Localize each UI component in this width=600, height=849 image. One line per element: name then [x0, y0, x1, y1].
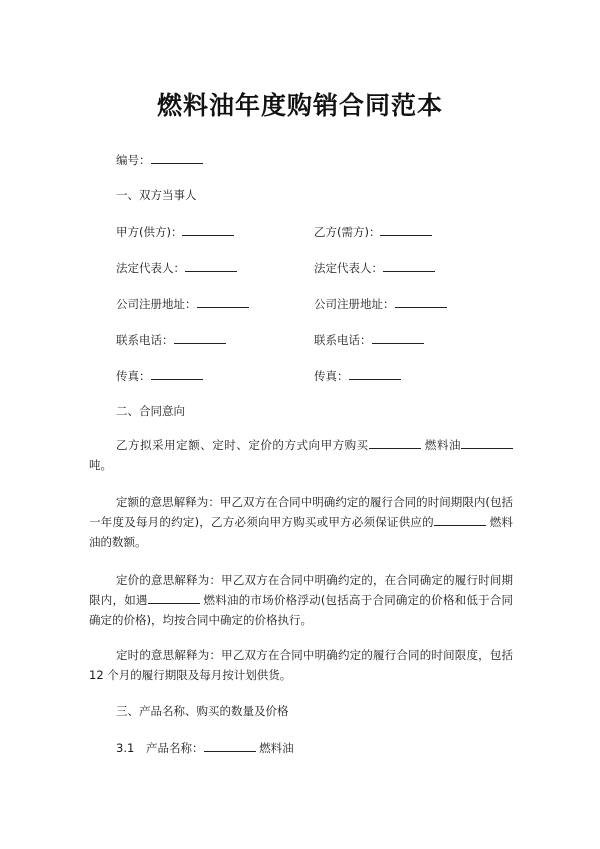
- contract-number: [116, 151, 203, 168]
- contract-number-label: 编号：: [116, 153, 151, 167]
- p2-text-b: 燃料油的数额。: [89, 515, 514, 549]
- legal-rep-label-a: 法定代表人：: [116, 261, 185, 275]
- party-b-address: [314, 295, 447, 312]
- fax-label-a: 传真：: [116, 369, 151, 383]
- paragraph-time-definition: [89, 645, 513, 685]
- paragraph-purchase-intent: [89, 435, 513, 475]
- item-3-1-value: 燃料油: [255, 741, 294, 755]
- party-a-legal-rep: [116, 259, 237, 276]
- phone-blank-b: [372, 331, 424, 344]
- p4-text: 定时的意思解释为：甲乙双方在合同中明确约定的履行合同的时间限度，包括 12 个月的履行期限及每月按计划供货。: [89, 648, 513, 682]
- party-b-blank: [380, 223, 432, 236]
- legal-rep-label-b: 法定代表人：: [314, 261, 383, 275]
- phone-blank-a: [174, 331, 226, 344]
- address-blank-a: [197, 295, 249, 308]
- p2-blank: [434, 513, 486, 526]
- fax-label-b: 传真：: [314, 369, 349, 383]
- party-b-label: 乙方(需方)：: [314, 225, 381, 239]
- address-label-a: 公司注册地址：: [116, 297, 197, 311]
- p1-text-c: 吨。: [89, 458, 112, 472]
- p1-blank-2: [461, 436, 513, 449]
- phone-label-b: 联系电话：: [314, 333, 372, 347]
- p3-text-a: 定价的意思解释为：甲乙双方在合同中明确约定的，在合同确定的履行时间期限内，如遇: [89, 573, 513, 607]
- party-b-field: [314, 223, 432, 240]
- section-3-heading: 三、产品名称、购买的数量及价格: [116, 704, 289, 718]
- document-title: 燃料油年度购销合同范本: [156, 91, 443, 120]
- p2-text-a: 定额的意思解释为：甲乙双方在合同中明确约定的履行合同的时间期限内(包括一年度及每月的约定)，乙方必须向甲方购买或甲方必须保证供应的: [89, 495, 513, 529]
- fax-blank-a: [151, 367, 203, 380]
- p3-text-b: 燃料油的市场价格浮动(包括高于合同确定的价格和低于合同确定的价格)，均按合同中确定的价格执行。: [89, 593, 514, 627]
- contract-number-blank: [151, 151, 203, 164]
- legal-rep-blank-b: [383, 259, 435, 272]
- party-b-fax: [314, 367, 401, 384]
- party-a-phone: [116, 331, 226, 348]
- address-label-b: 公司注册地址：: [314, 297, 395, 311]
- party-a-blank: [182, 223, 234, 236]
- party-b-phone: [314, 331, 424, 348]
- paragraph-price-definition: [89, 570, 513, 630]
- p1-blank-1: [369, 436, 421, 449]
- p1-text-b: 燃料油: [420, 438, 462, 452]
- party-b-legal-rep: [314, 259, 435, 276]
- legal-rep-blank-a: [185, 259, 237, 272]
- phone-label-a: 联系电话：: [116, 333, 174, 347]
- item-3-1-label: 产品名称：: [146, 741, 204, 755]
- p3-blank: [148, 591, 200, 604]
- section-1-heading: 一、双方当事人: [116, 188, 197, 202]
- fax-blank-b: [349, 367, 401, 380]
- paragraph-quota-definition: [89, 492, 513, 552]
- section-2-heading: 二、合同意向: [116, 404, 185, 418]
- party-a-label: 甲方(供方)：: [116, 225, 183, 239]
- item-3-1: [116, 739, 294, 756]
- address-blank-b: [395, 295, 447, 308]
- item-3-1-blank: [204, 739, 256, 752]
- p1-text-a: 乙方拟采用定额、定时、定价的方式向甲方购买: [116, 438, 369, 452]
- party-a-address: [116, 295, 249, 312]
- party-a-fax: [116, 367, 203, 384]
- party-a-field: [116, 223, 234, 240]
- item-3-1-number: 3.1: [116, 741, 135, 755]
